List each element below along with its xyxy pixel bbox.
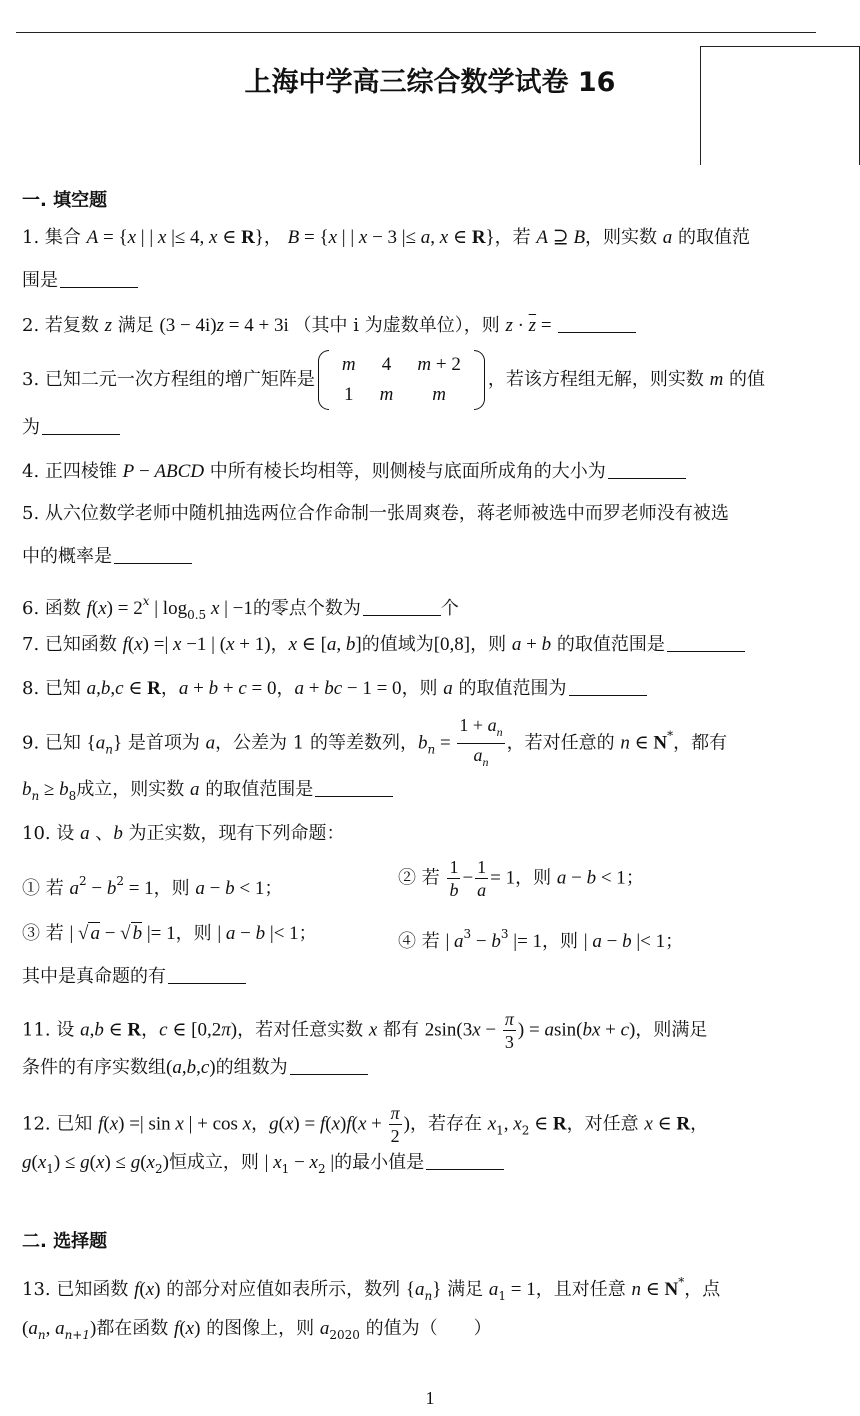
question-12-line-1: 12. 已知 f(x) =| sin x | + cos x，g(x) = f(x)f(x + $\frac{\pi}{2}$ )，若存在 $x_1$, $x_2$ ∈ R，对任意 x ∈ R， — [22, 1103, 709, 1146]
answer-blank[interactable] — [60, 269, 138, 288]
header-rule — [16, 32, 816, 33]
question-10: 10. 设 a 、b 为正实数，现有下列命题： — [22, 823, 345, 844]
question-13-line-1: 13. 已知函数 f(x) 的部分对应值如表所示，数列 $\{a_n\}$ 满足 $a_1 = 1$，且对任意 n ∈ N*，点 — [22, 1275, 721, 1303]
answer-blank[interactable] — [168, 965, 246, 984]
answer-blank[interactable] — [426, 1151, 504, 1170]
question-3-line-1: 3. 已知二元一次方程组的增广矩阵是 m 4 m + 2 1 m m ，若该方程组无解，则实数 m 的值 — [22, 350, 765, 410]
augmented-matrix: m 4 m + 2 1 m m — [318, 350, 485, 410]
proposition-1: ① 若 $a^2 - b^2 = 1$，则 a − b < 1； — [22, 874, 283, 899]
answer-blank[interactable] — [315, 778, 393, 797]
question-9-line-1: 9. 已知 $\{a_n\}$ 是首项为 a，公差为 1 的等差数列，$b_n$ = $\frac{1 + a_n}{a_n}$ ，若对任意的 n ∈ N*，都有 — [22, 715, 728, 769]
question-7: 7. 已知函数 f(x) =| x −1 | (x + 1)，x ∈ [a, b]的值域为[0,8]，则 a + b 的取值范围是 — [22, 632, 745, 658]
answer-blank[interactable] — [363, 597, 441, 616]
page-number: 1 — [425, 1388, 435, 1408]
answer-blank[interactable] — [290, 1056, 368, 1075]
question-4: 4. 正四棱锥 P − ABCD 中所有棱长均相等，则侧棱与底面所成角的大小为 — [22, 459, 686, 485]
question-3-line-2: 为 — [22, 415, 120, 441]
question-1-line-1: 1. 集合 A = {x | | x |≤ 4, x ∈ R}， B = {x | | x − 3 |≤ a, x ∈ R}，若 A ⊇ B，则实数 a 的取值范 — [22, 227, 751, 248]
section-heading-multiple-choice: 二. 选择题 — [22, 1231, 108, 1252]
proposition-3: ③ 若 | √ a − √ b |= 1，则 | a − b |< 1； — [22, 923, 317, 944]
page-title: 上海中学高三综合数学试卷 16 — [244, 67, 616, 98]
question-13-line-2: ($a_n$, $a_{n+1}$)都在函数 f(x) 的图像上，则 $a_{2020}$ 的值为（ ） — [22, 1318, 492, 1342]
answer-blank[interactable] — [114, 545, 192, 564]
question-9-line-2: $b_n \ge b_8$成立，则实数 a 的取值范围是 — [22, 777, 393, 809]
question-5-line-1: 5. 从六位数学老师中随机抽选两位合作命制一张周爽卷，蒋老师被选中而罗老师没有被选 — [22, 503, 729, 524]
section-heading-fill-blank: 一. 填空题 — [22, 190, 108, 211]
answer-blank[interactable] — [42, 416, 120, 435]
question-11-line-1: 11. 设 a,b ∈ R，c ∈ [0,2π)，若对任意实数 x 都有 2sin(3x − $\frac{\pi}{3}$ ) = asin(bx + c)，则满足 — [22, 1009, 708, 1052]
answer-blank[interactable] — [569, 677, 647, 696]
proposition-2: ② 若 $\frac{1}{b}$ − $\frac{1}{a}$ = 1，则 a − b < 1； — [398, 857, 644, 900]
proposition-4: ④ 若 | $a^3 - b^3$ |= 1，则 | a − b |< 1； — [398, 927, 684, 952]
question-12-line-2: $g(x_1) \le g(x) \le g(x_2)$恒成立，则 | $x_1 - x_2$ |的最小值是 — [22, 1150, 504, 1182]
question-11-line-2: 条件的有序实数组(a,b,c)的组数为 — [22, 1055, 368, 1081]
answer-blank[interactable] — [558, 314, 636, 333]
answer-blank[interactable] — [608, 460, 686, 479]
question-6: 6. 函数 $f(x) = 2^x$ | $\log_{0.5} x$ | −1的零点个数为 个 — [22, 594, 459, 622]
question-2: 2. 若复数 z 满足 (3 − 4i)z = 4 + 3i （其中 i 为虚数单位），则 $z \cdot \overline{z}$ = — [22, 313, 636, 339]
question-10-conclusion: 其中是真命题的有 — [22, 964, 246, 990]
question-5-line-2: 中的概率是 — [22, 544, 192, 570]
answer-blank[interactable] — [667, 633, 745, 652]
question-1-line-2: 围是 — [22, 268, 138, 294]
question-8: 8. 已知 a,b,c ∈ R，a + b + c = 0，a + bc − 1 = 0，则 a 的取值范围为 — [22, 676, 647, 702]
